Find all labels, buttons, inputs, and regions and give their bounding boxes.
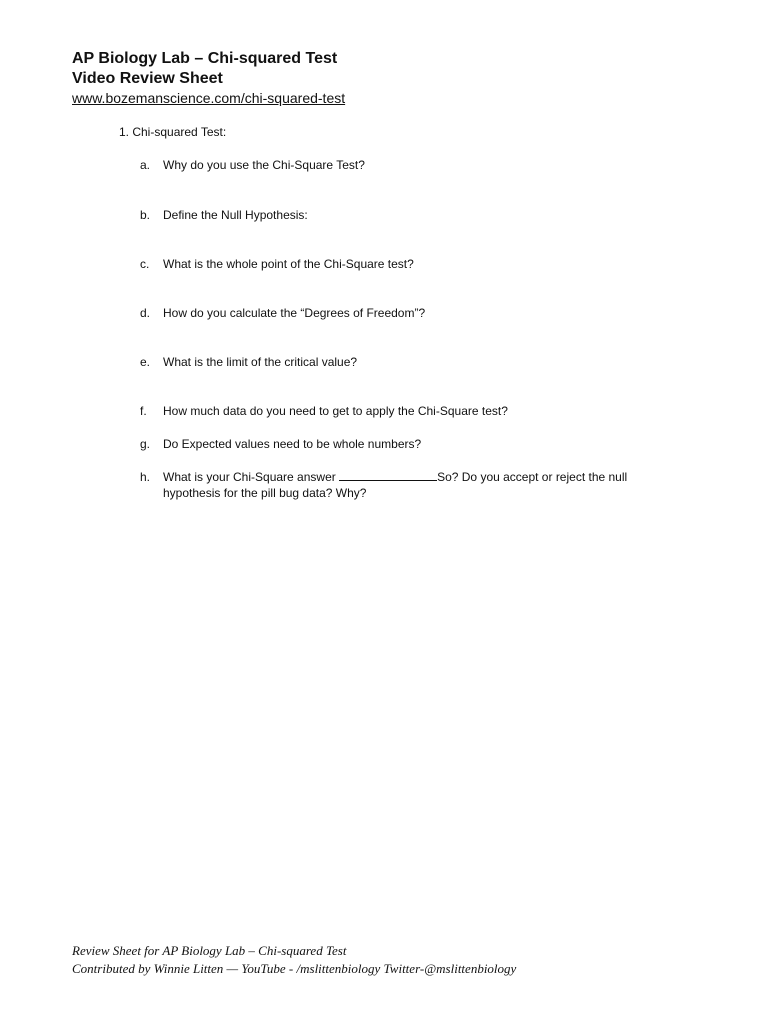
question-letter: h. <box>140 470 151 484</box>
question-text: How much data do you need to get to apply the Chi-Square test? <box>163 404 508 418</box>
document-subtitle: Video Review Sheet <box>72 70 223 87</box>
question-letter: d. <box>140 306 151 320</box>
footer-line-2: Contributed by Winnie Litten — YouTube - /mslittenbiology Twitter-@mslittenbiology <box>72 961 517 976</box>
question-text: What is the whole point of the Chi-Square test? <box>163 257 414 271</box>
document-footer <box>72 942 516 978</box>
question-letter: f. <box>140 404 147 418</box>
question-text: Do Expected values need to be whole numbers? <box>163 437 422 451</box>
footer-line-1: Review Sheet for AP Biology Lab – Chi-squared Test <box>72 943 347 958</box>
question-letter: b. <box>140 208 151 222</box>
question-text: What is the limit of the critical value? <box>163 355 358 369</box>
question-letter: a. <box>140 158 151 172</box>
document-header <box>72 49 345 107</box>
source-url-link[interactable]: www.bozemanscience.com/chi-squared-test <box>72 90 346 106</box>
question-letter: e. <box>140 355 151 369</box>
question-text <box>163 469 703 501</box>
question-text-after-blank: So? Do you accept or reject the null <box>437 470 628 484</box>
answer-blank <box>339 469 437 481</box>
question-text-line2: hypothesis for the pill bug data? Why? <box>163 486 367 500</box>
question-letter: c. <box>140 257 150 271</box>
question-text: Define the Null Hypothesis: <box>163 208 308 222</box>
document-title: AP Biology Lab – Chi-squared Test <box>72 50 338 67</box>
question-text: How do you calculate the “Degrees of Freedom”? <box>163 306 426 320</box>
question-text: Why do you use the Chi-Square Test? <box>163 158 365 172</box>
question-letter: g. <box>140 437 151 451</box>
question-text-before-blank: What is your Chi-Square answer <box>163 470 340 484</box>
section-heading: 1. Chi-squared Test: <box>119 125 227 139</box>
